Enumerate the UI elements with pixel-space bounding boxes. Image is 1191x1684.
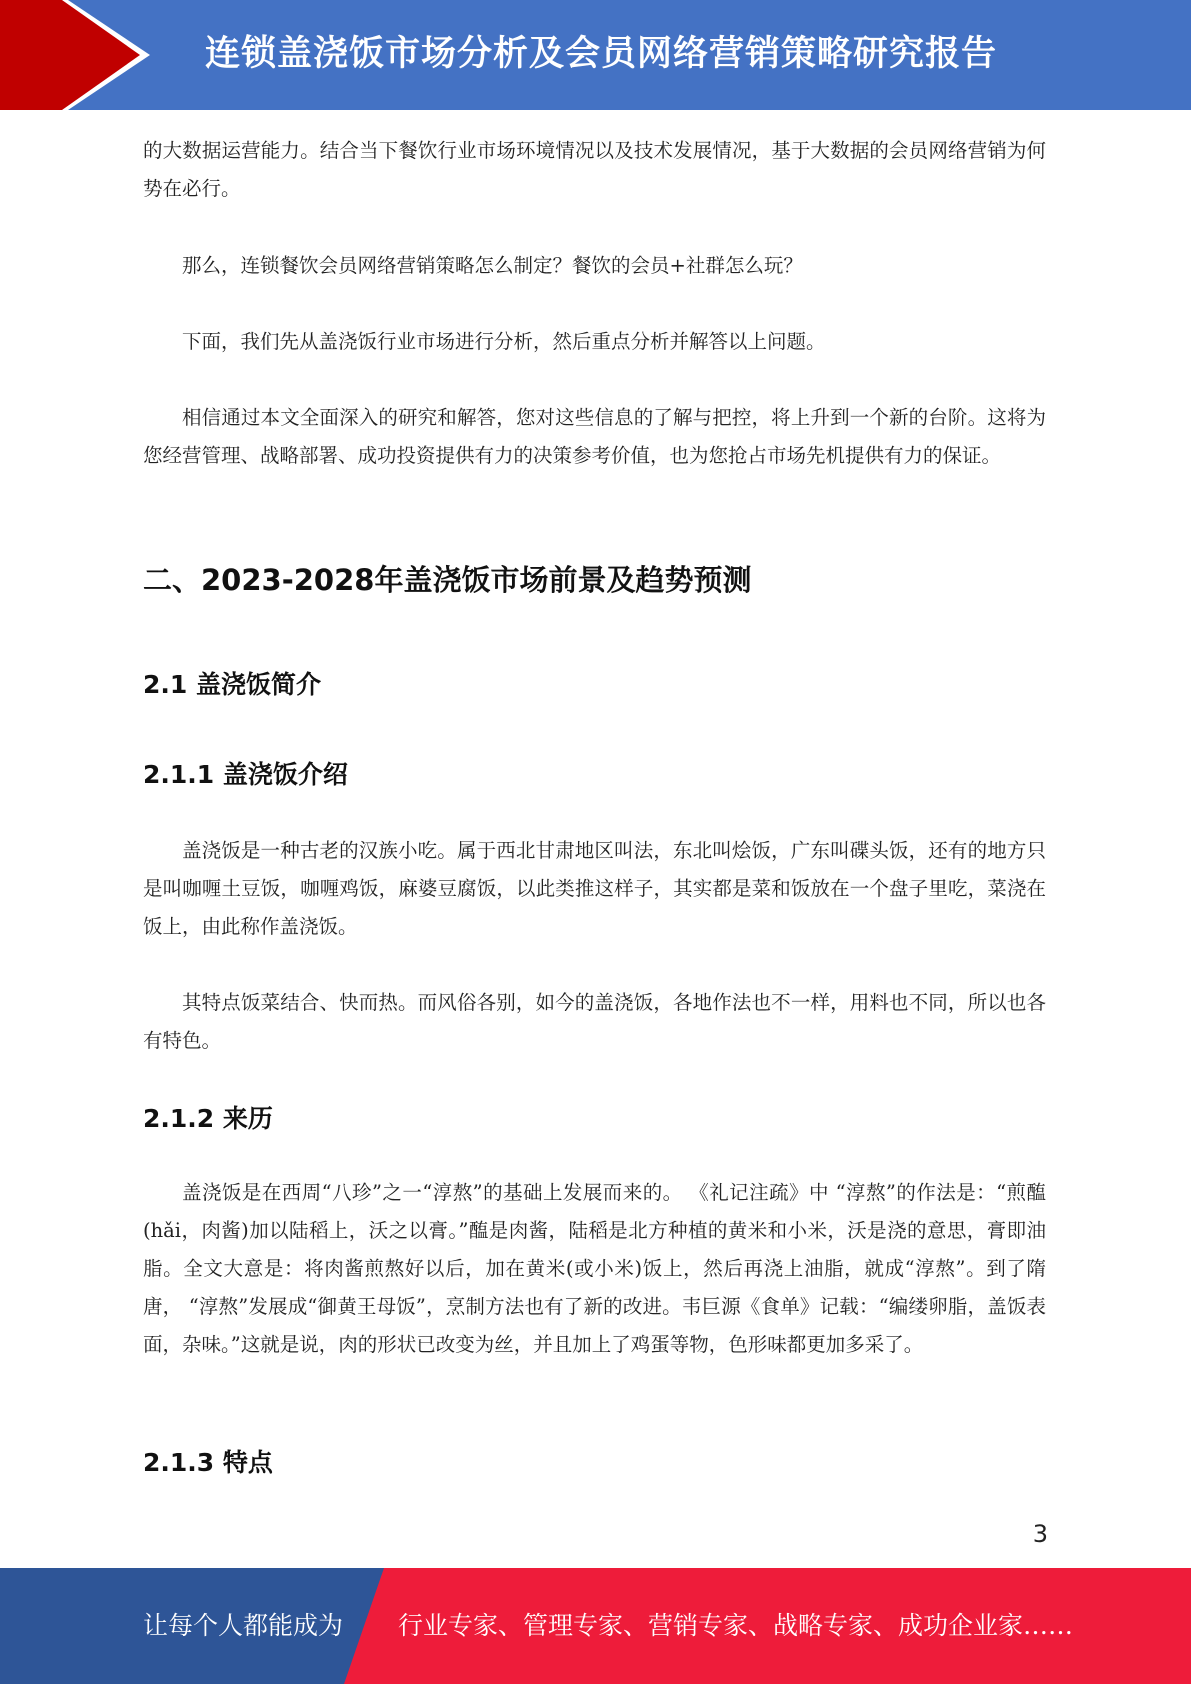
page-header bbox=[0, 0, 1191, 110]
subsection-heading-2-1-2: 2.1.2 来历 bbox=[143, 1104, 273, 1133]
paragraph-intro-analysis: 下面，我们先从盖浇饭行业市场进行分析，然后重点分析并解答以上问题。 bbox=[182, 330, 826, 353]
paragraph-features: 其特点饭菜结合、快而热。而风俗各别，如今的盖浇饭，各地作法也不一样，用料也不同，所以也各有特色。 bbox=[143, 991, 1046, 1052]
paragraph-value-statement: 相信通过本文全面深入的研究和解答，您对这些信息的了解与把控，将上升到一个新的台阶。这将为您经营管理、战略部署、成功投资提供有力的决策参考价值，也为您抢占市场先机提供有力的保证。 bbox=[143, 406, 1046, 467]
page-number: 3 bbox=[1032, 1520, 1048, 1548]
subsection-heading-2-1-3: 2.1.3 特点 bbox=[143, 1448, 273, 1477]
subsection-heading-2-1-1: 2.1.1 盖浇饭介绍 bbox=[143, 760, 348, 789]
page-footer bbox=[0, 1568, 1191, 1684]
section-heading-2: 二、2023-2028年盖浇饭市场前景及趋势预测 bbox=[143, 563, 752, 597]
paragraph-continuation: 的大数据运营能力。结合当下餐饮行业市场环境情况以及技术发展情况，基于大数据的会员网络营销为何势在必行。 bbox=[143, 139, 1046, 200]
footer-slogan-right: 行业专家、管理专家、营销专家、战略专家、成功企业家…… bbox=[398, 1611, 1074, 1640]
report-title: 连锁盖浇饭市场分析及会员网络营销策略研究报告 bbox=[205, 34, 998, 74]
paragraph-introduction: 盖浇饭是一种古老的汉族小吃。属于西北甘肃地区叫法，东北叫烩饭，广东叫碟头饭，还有的地方只是叫咖喱土豆饭，咖喱鸡饭，麻婆豆腐饭，以此类推这样子，其实都是菜和饭放在一个盘子里吃，菜浇在饭上，由此称作盖浇饭。 bbox=[143, 839, 1046, 938]
subsection-heading-2-1: 2.1 盖浇饭简介 bbox=[143, 670, 321, 699]
footer-slogan-left: 让每个人都能成为 bbox=[143, 1611, 344, 1640]
red-chevron-decoration bbox=[0, 0, 160, 110]
paragraph-question: 那么，连锁餐饮会员网络营销策略怎么制定？餐饮的会员+社群怎么玩？ bbox=[182, 254, 803, 277]
paragraph-origin: 盖浇饭是在西周“八珍”之一“淳熬”的基础上发展而来的。 《礼记注疏》中 “淳熬”的作法是：“煎醢(hǎi，肉酱)加以陆稻上，沃之以膏。”醢是肉酱，陆稻是北方种植的黄米和小米，沃是浇的意思，膏即油脂。全文大意是：将肉酱煎熬好以后，加在黄米(或小米)饭上，然后再浇上油脂，就成“淳熬”。到了隋唐， “淳熬”发展成“御黄王母饭”，烹制方法也有了新的改进。韦巨源《食单》记载：“编缕卵脂，盖饭表面，杂味。”这就是说，肉的形状已改变为丝，并且加上了鸡蛋等物，色形味都更加多采了。 bbox=[143, 1181, 1046, 1356]
